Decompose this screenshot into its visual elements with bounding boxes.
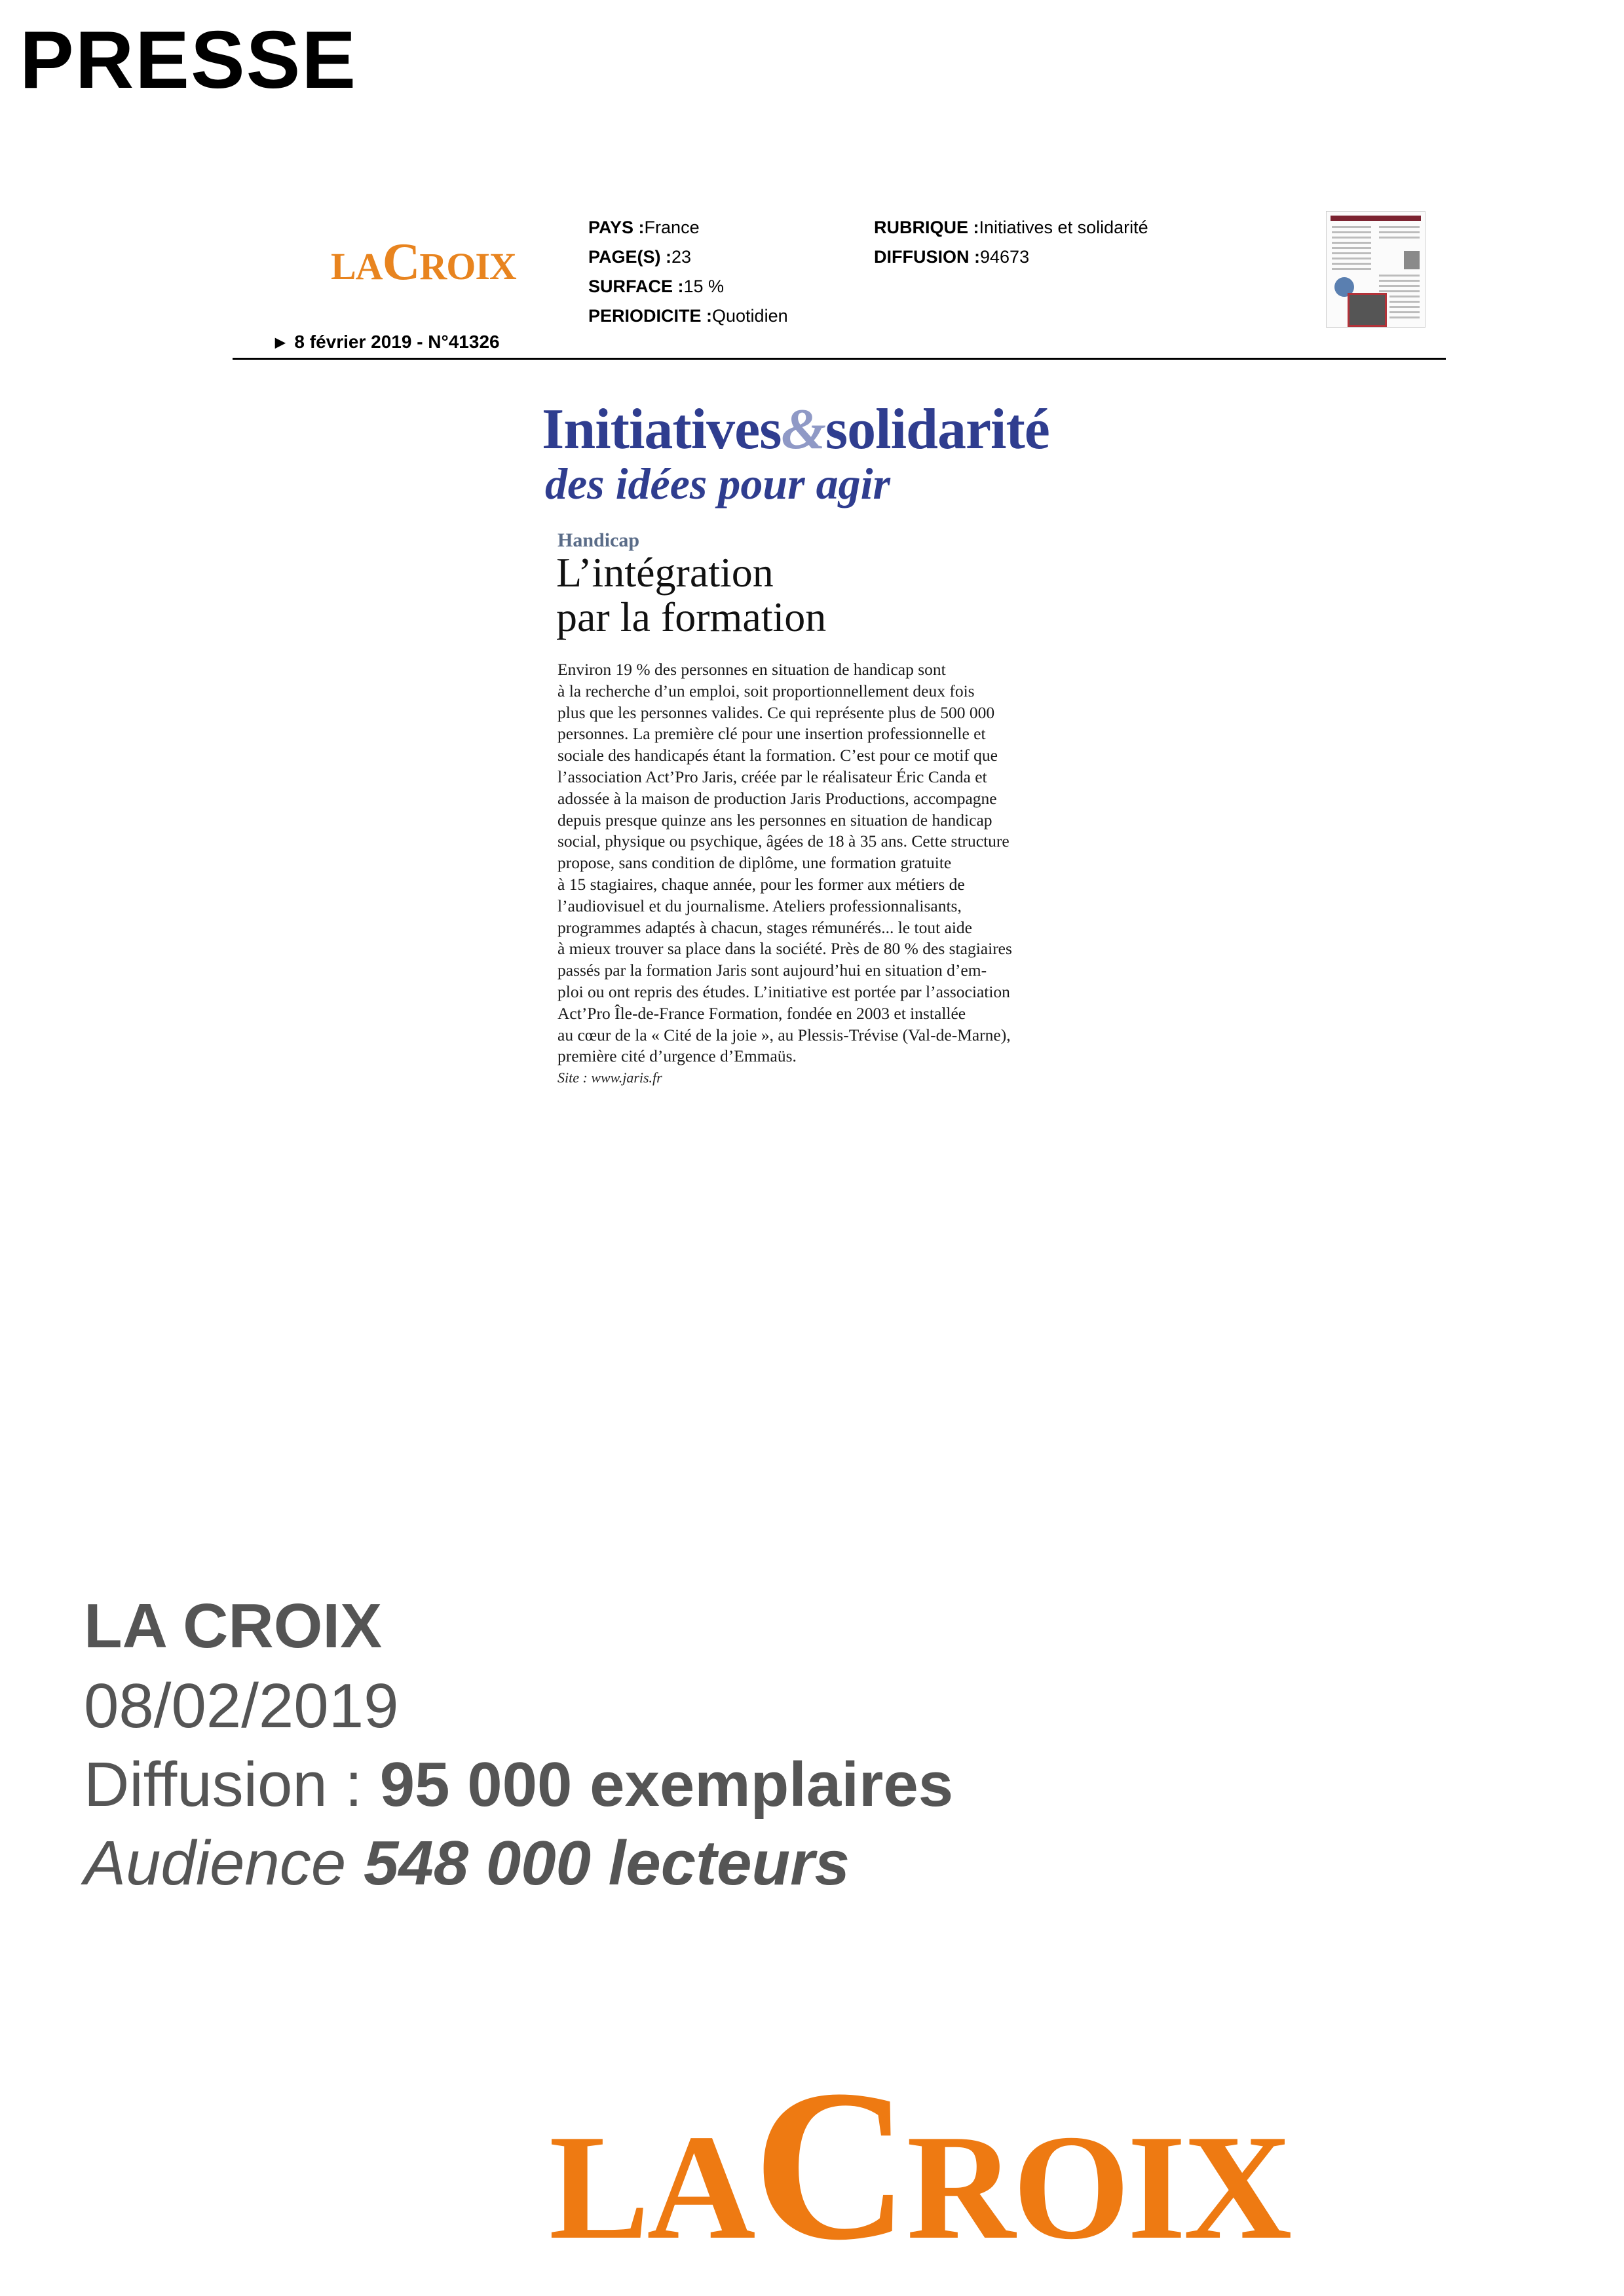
la-croix-logo-large (549, 2046, 1290, 2285)
article-body (557, 659, 1095, 1067)
article-kicker: Handicap (557, 529, 640, 551)
summary-audience (84, 1828, 850, 1898)
page-thumbnail (1326, 211, 1426, 328)
issue-date-text: 8 février 2019 - N°41326 (294, 332, 500, 352)
rubric-title (542, 398, 1049, 461)
meta-surface-value: 15 % (683, 277, 725, 296)
meta-pages (588, 248, 691, 266)
body-line: propose, sans condition de diplôme, une formation gratuite (557, 853, 952, 873)
rubric-title-part2: solidarité (825, 398, 1049, 461)
body-line: personnes. La première clé pour une insertion professionnelle et (557, 724, 986, 744)
body-line: à 15 stagiaires, chaque année, pour les former aux métiers de (557, 874, 965, 894)
meta-surface (588, 278, 724, 296)
body-line: l’audiovisuel et du journalisme. Ateliers professionnalisants, (557, 896, 962, 915)
body-line: première cité d’urgence d’Emmaüs. (557, 1046, 797, 1066)
logo-small-part3: ROIX (419, 245, 516, 288)
meta-pages-label: PAGE(S) : (588, 247, 671, 267)
body-line: l’association Act’Pro Jaris, créée par le réalisateur Éric Canda et (557, 767, 987, 786)
meta-diffusion (874, 248, 1029, 266)
issue-date (275, 332, 500, 353)
body-line: ploi ou ont repris des études. L’initiative est portée par l’association (557, 982, 1010, 1001)
body-line: à la recherche d’un emploi, soit proportionnellement deux fois (557, 681, 975, 700)
meta-periodicite-value: Quotidien (712, 306, 788, 326)
meta-periodicite (588, 307, 788, 325)
body-line: social, physique ou psychique, âgées de 18 à 35 ans. Cette structure (557, 832, 1010, 851)
headline-line-1: L’intégration (556, 549, 774, 596)
article-site: Site : www.jaris.fr (557, 1069, 662, 1086)
meta-pays-value: France (644, 218, 700, 237)
body-line: programmes adaptés à chacun, stages rémunérés... le tout aide (557, 917, 973, 937)
logo-large-part3: ROIX (906, 2103, 1290, 2270)
presse-title: PRESSE (20, 15, 358, 105)
meta-diffusion-value: 94673 (980, 247, 1030, 267)
body-line: à mieux trouver sa place dans la société. Près de 80 % des stagiaires (557, 939, 1012, 959)
logo-large-part1: LA (549, 2103, 753, 2270)
summary-publication-name: LA CROIX (84, 1591, 383, 1661)
summary-diffusion (84, 1750, 954, 1820)
article-headline (556, 550, 826, 640)
logo-small-part1: LA (331, 245, 383, 288)
meta-surface-label: SURFACE : (588, 277, 684, 296)
summary-audience-label: Audience (84, 1828, 364, 1898)
meta-rubrique (874, 219, 1148, 237)
summary-date: 08/02/2019 (84, 1671, 399, 1741)
rubric-title-part1: Initiatives (542, 398, 782, 461)
meta-periodicite-label: PERIODICITE : (588, 306, 713, 326)
la-croix-logo-small (331, 233, 516, 291)
logo-large-part2: C (753, 2046, 907, 2285)
headline-line-2: par la formation (556, 594, 827, 640)
body-line: sociale des handicapés étant la formation. C’est pour ce motif que (557, 746, 998, 765)
body-line: au cœur de la « Cité de la joie », au Plessis-Trévise (Val-de-Marne), (557, 1025, 1011, 1044)
meta-rubrique-value: Initiatives et solidarité (979, 218, 1148, 237)
rubric-title-amp: & (781, 398, 825, 461)
body-line: plus que les personnes valides. Ce qui représente plus de 500 000 (557, 702, 995, 722)
header-rule (233, 358, 1446, 360)
body-line: Environ 19 % des personnes en situation de handicap sont (557, 660, 946, 679)
logo-small-part2: C (382, 233, 420, 291)
summary-diffusion-label: Diffusion : (84, 1750, 380, 1820)
body-line: adossée à la maison de production Jaris Productions, accompagne (557, 788, 997, 808)
body-line: passés par la formation Jaris sont aujourd’hui en situation d’em- (557, 961, 987, 980)
body-line: depuis presque quinze ans les personnes en situation de handicap (557, 810, 992, 830)
summary-diffusion-value: 95 000 exemplaires (379, 1750, 954, 1820)
body-line: Act’Pro Île-de-France Formation, fondée en 2003 et installée (557, 1003, 966, 1023)
summary-audience-value: 548 000 lecteurs (363, 1828, 850, 1898)
meta-diffusion-label: DIFFUSION : (874, 247, 980, 267)
rubric-subtitle: des idées pour agir (545, 459, 890, 508)
triangle-bullet-icon: ▶ (275, 335, 286, 350)
meta-pages-value: 23 (671, 247, 692, 267)
meta-rubrique-label: RUBRIQUE : (874, 218, 979, 237)
meta-pays-label: PAYS : (588, 218, 645, 237)
meta-pays (588, 219, 700, 237)
